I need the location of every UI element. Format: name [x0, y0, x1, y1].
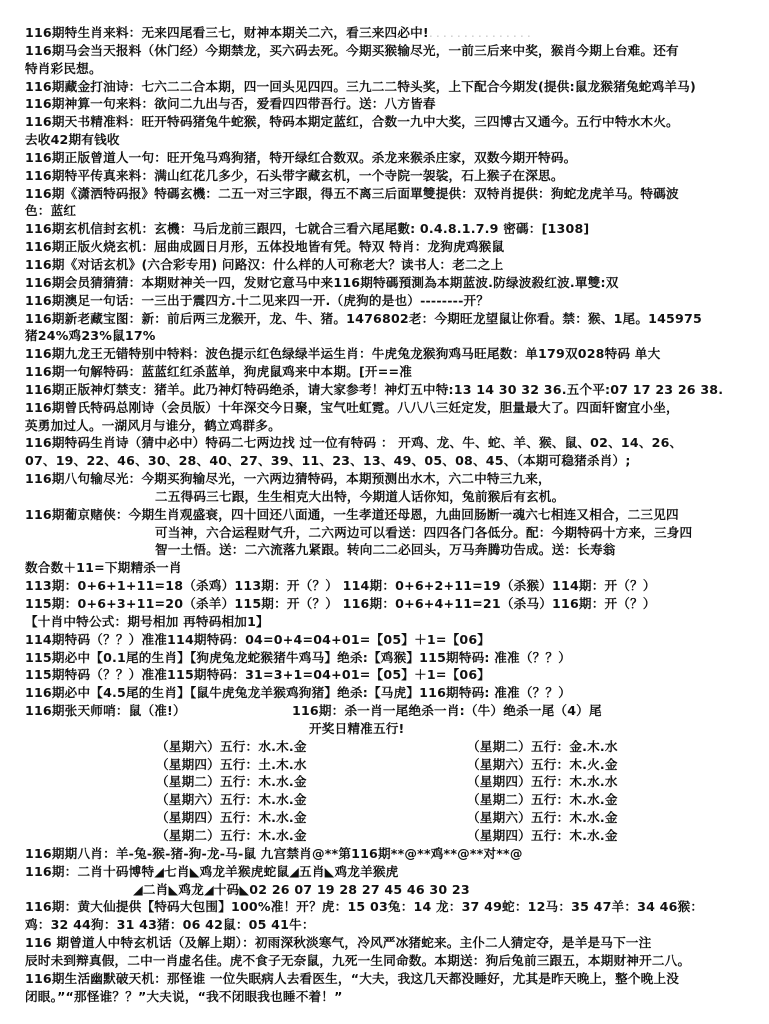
zhangtianshi-row-left: 116期张天师哨：鼠（准!） — [25, 703, 186, 719]
tip-yiju-jietema: 116期一句解特码：蓝蓝红红杀蓝单，狗虎鼠鸡来中本期。[开==准 — [25, 364, 412, 380]
document-body — [25, 24, 761, 1005]
wuxing-row-right: （星期六）五行：木.水.金 — [467, 810, 618, 826]
wuxing-row-left: （星期六）五行：水.木.金 — [156, 738, 307, 754]
tip-baxiao: 116期期八肖：羊-兔-猴-猪-狗-龙-马-鼠 九宫禁肖@**第116期**@**鸡**@**对**@ — [25, 845, 523, 861]
tip-cangjin-youshi: 116期藏金打油诗：七六二二合本期，四一回头见四四。三九二二特头奖，上下配合今期发(提供:鼠龙猴猪兔蛇鸡羊马) — [25, 78, 696, 94]
tip-huangdaxian: 116期：黄大仙提供【特码大包围】100%准！开？虎：15 03兔：14 龙：37 49蛇：12马：35 47羊：34 46猴： — [25, 899, 704, 915]
wuxing-row-right: （星期二）五行：金.木.水 — [467, 738, 618, 754]
tip-jiulongwang: 116期九龙王无错特别中特料：波色提示红色绿绿半运生肖：牛虎兔龙猴狗鸡马旺尾数：单179双028特码 单大 — [25, 346, 661, 362]
formula-115: 115期特码（？？）准准115期特码：31=3+1=04+01=【05】＋1=【06】 — [25, 667, 491, 683]
tip-shengxiaoshi-cont: 07、19、22、46、30、28、40、27、39、11、23、13、49、05、08、45、（本期可稳猪杀肖）; — [25, 453, 631, 469]
tip-erxiao-cont: ◢二肖◣鸡龙◢十码◣02 26 07 19 28 27 45 46 30 23 — [133, 881, 470, 897]
formula-row-115-116: 115期：0+6+3+11=20（杀羊）115期：开（？） 116期：0+6+4+11=21（杀马）116期：开（？） — [25, 596, 656, 611]
tip-zengshi-gangshi: 116期曾氏特码总刚诗（会员版）十年深交今日聚，宝气吐虹霓。八八八三妊定发，胆量最大了。四面轩窗宜小坐， — [25, 399, 679, 415]
tip-tianshu-cont: 去收42期有钱收 — [25, 132, 120, 148]
tip-zengdaoren-yiju: 116期正版曾道人一句：旺开兔马鸡狗猪，特开绿红合数双。杀龙来猴杀庄家，双数今期开特码。 — [25, 149, 577, 165]
wuxing-row — [25, 756, 761, 774]
zhangtianshi-row-right: 116期：杀一肖一尾绝杀一肖:（牛）绝杀一尾（4）尾 — [292, 703, 602, 719]
tip-baju-shujinguang: 116期八句输尽光：今期买狗输尽光，一六两边猜特码，本期预测出水木，六二中特三九来， — [25, 471, 551, 487]
tip-shensuan: 116期神算一句来料：欲问二九出与否，爱看四四带吾行。送：八方皆春 — [25, 96, 436, 112]
tip-mahui-baoliao-cont: 特肖彩民想。 — [25, 60, 102, 76]
formula-title: 数合数＋11=下期精杀一肖 — [25, 560, 182, 576]
tip-cangbaotu-cont: 猪24%鸡23%鼠17% — [25, 328, 156, 344]
tip-baju-cont: 二五得码三七跟，生生相克大出特，今期道人话你知，兔前猴后有玄机。 — [155, 488, 565, 504]
tip-xiaosa-cont: 色：蓝红 — [25, 203, 77, 219]
tip-mahui-baoliao: 116期马会当天报料（休门经）今期禁龙，买六码去死。今期买猴输尽光，一前三后来中奖，猴肖今期上台难。还有 — [25, 42, 679, 58]
wuxing-row-left: （星期二）五行：木.水.金 — [156, 774, 307, 790]
wuxing-row-right: （星期四）五行：木.水.水 — [467, 774, 618, 790]
tip-huangdaxian-cont: 鸡：32 44狗：31 43猪：06 42鼠：05 41牛： — [25, 917, 315, 933]
formula-114: 114期特码（？？）准准114期特码：04=0+4=04+01=【05】＋1=【06】 — [25, 631, 491, 647]
tip-shenghuo-youmo: 116期生活幽默破天机：那怪谁 一位失眠病人去看医生，“大夫，我这几天都没睡好，尤其是昨天晚上，整个晚上没 — [25, 970, 680, 986]
wuxing-row — [25, 738, 761, 756]
tip-zengshi-cont: 英勇加过人。一湖风月与谁分，鹤立鸡群多。 — [25, 417, 281, 433]
wuxing-row-left: （星期六）五行：木.水.金 — [156, 792, 307, 808]
tip-shendeng-jinzhi: 116期正版神灯禁支：猪羊。此乃神灯特码绝杀，请大家参考！神灯五中特:13 14 30 32 36.五个平:07 17 23 26 38. — [25, 381, 724, 397]
tip-youmo-cont: 闭眼。”“那怪谁？？”大夫说，“我不闭眼我也睡不着！” — [25, 988, 343, 1004]
tip-pujing-cont1: 可当神，六合运程财气升，二六两边可以看送：四四各门各低分。配：今期特码十方来，三身四 — [155, 524, 693, 540]
tip-te-shengxiao: 116期特生肖来料：无来四尾看三七，财神本期关二六，看三来四必中!............... — [25, 25, 534, 40]
wuxing-row-left: （星期四）五行：土.木.水 — [156, 756, 307, 772]
tip-xinfeng-xuanji: 116期玄机信封玄机：玄機：马后龙前三跟四，七就合三看六尾尾數: 0.4.8.1.7.9 密碼：[1308] — [25, 221, 590, 237]
tip-erxiao-shima: 116期：二肖十码博特◢七肖◣鸡龙羊猴虎蛇鼠◢五肖◣鸡龙羊猴虎 — [25, 863, 399, 879]
wuxing-row — [25, 791, 761, 809]
wuxing-row — [25, 773, 761, 791]
tip-pujing-cont2: 智一土悟。送：二六流落九紧跟。转向二二必回头，万马奔腾功告成。送：长寿翁 — [155, 542, 616, 558]
wuxing-title: 开奖日精准五行! — [309, 720, 405, 736]
wuxing-row — [25, 809, 761, 827]
wuxing-row-right: （星期二）五行：木.水.金 — [467, 792, 618, 808]
tip-xinlao-cangbaotu: 116期新老藏宝图：新：前后两三龙猴开，龙、牛、猪。1476802老：今期旺龙望鼠让你看。禁：猴、1尾。145975 — [25, 310, 702, 326]
formula-116-bizhong: 116期必中【4.5尾的生肖】【鼠牛虎兔龙羊猴鸡狗猪】绝杀:【马虎】116期特码: 准准（？？） — [25, 685, 572, 701]
formula-row-113-114: 113期：0+6+1+11=18（杀鸡）113期：开（？） 114期：0+6+2+11=19（杀猴）114期：开（？） — [25, 578, 656, 594]
tip-tema-shengxiaoshi: 116期特码生肖诗（猜中必中）特码二七两边找 过一位有特码 ： 开鸡、龙、牛、蛇、羊、猴、鼠、02、14、26、 — [25, 435, 683, 451]
wuxing-row-left: （星期二）五行：木.水.金 — [156, 827, 307, 843]
tip-tianshu: 116期天书精准料：旺开特码猪兔牛蛇猴，特码本期定蓝红，合数一九中大奖，三四博古又通今。五行中特水木火。 — [25, 114, 679, 130]
zhangtianshi-row — [25, 702, 761, 720]
wuxing-row — [25, 827, 761, 845]
tip-zengdaoren-zhongte: 116 期曾道人中特玄机话（及解上期）：初雨深秋淡寒气，冷风严冰猪蛇来。主仆二人猜定夺，是羊是马下一注 — [25, 935, 652, 951]
tip-xiaosa-temabao: 116期《潇洒特码报》特碼玄機：二五一对三字跟，得五不离三后面單雙提供：双特肖提供：狗蛇龙虎羊马。特碼波 — [25, 185, 679, 201]
tip-zengdaoren-cont: 辰时未到辩真假，二中一肖虚名佳。虎不食子无奈鼠，九死一生同命数。本期送：狗后兔前三跟五，本期财神开二八。 — [25, 952, 691, 968]
wuxing-row-right: （星期六）五行：木.火.金 — [467, 756, 618, 772]
wuxing-row-right: （星期四）五行：木.水.金 — [467, 827, 618, 843]
tip-teping-chuanzhen: 116期特平传真来料：满山红花几多少，石头带字藏玄机，一个寺院一袈裟，石上猴子在深思。 — [25, 167, 564, 183]
tip-huiyuan-caicaicai: 116期会员猜猜猜：本期财神关一四，发财它意马中来116期特碼預測為本期蓝波.防绿波殺红波.單雙:双 — [25, 274, 619, 290]
tip-duihua-xuanji: 116期《对话玄机》(六合彩专用) 问路汉：什么样的人可称老大？读书人：老二之上 — [25, 256, 504, 272]
faint-dots: ............... — [428, 25, 534, 40]
formula-115-bizhong: 115期必中【0.1尾的生肖】【狗虎兔龙蛇猴猪牛鸡马】绝杀:【鸡猴】115期特码: 准准（？？） — [25, 649, 572, 665]
formula-shixiao-title: 【十肖中特公式：期号相加 再特码相加1】 — [25, 613, 269, 629]
tip-huoshao-xuanji: 116期正版火烧玄机：屈曲成圆日月形，五体投地皆有凭。特双 特肖：龙狗虎鸡猴鼠 — [25, 239, 505, 255]
wuxing-row-left: （星期四）五行：木.水.金 — [156, 810, 307, 826]
tip-pujing-duxia: 116期葡京赌侠：今期生肖观盛衰，四十回还八面通，一生孝道还母恩，九曲回肠断一魂六七相连又相合，二三见四 — [25, 506, 679, 522]
tip-aozu-yijuhua: 116期澳足一句话：一三出于震四方.十二见来四一开.（虎狗的是也）--------开？ — [25, 292, 490, 308]
